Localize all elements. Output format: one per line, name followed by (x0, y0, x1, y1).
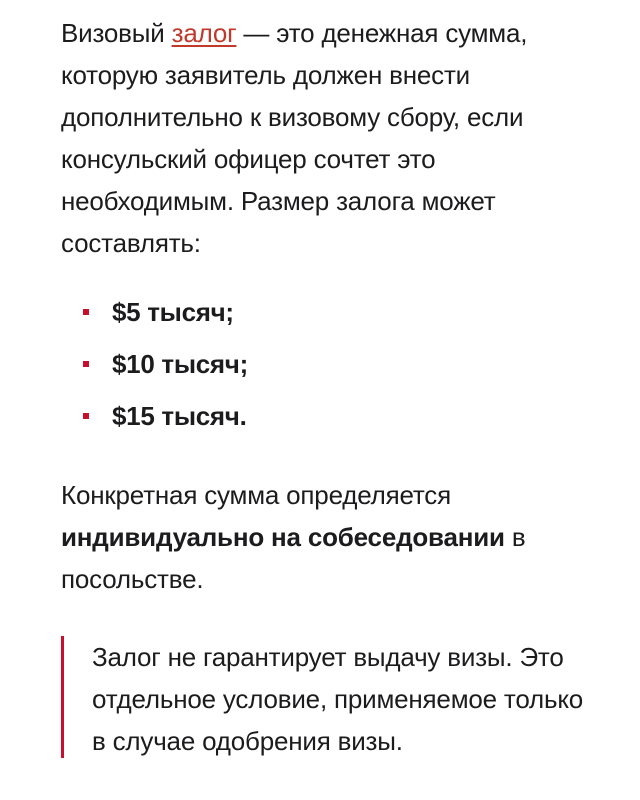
amount-list (61, 286, 601, 442)
intro-text-end: — это денежная сумма, которую заявитель должен внести дополнительно к визовому сбору, если консульский офицер сочтет это необходимым. Размер залога может составлять: (61, 18, 528, 258)
list-item-text: $15 тысяч. (112, 401, 247, 431)
bullet-square-icon (83, 309, 89, 315)
blockquote (61, 636, 601, 762)
quote-text: Залог не гарантирует выдачу визы. Это отдельное условие, применяемое только в случае одобрения визы. (92, 642, 584, 756)
note-text-end: в посольстве. (61, 522, 526, 594)
list-item-text: $5 тысяч; (112, 297, 234, 327)
deposit-link[interactable]: залог (171, 18, 237, 48)
article-body (61, 12, 601, 762)
note-text-start: Конкретная сумма определяется (61, 480, 451, 510)
list-item (61, 286, 601, 338)
note-bold-text: индивидуально на собеседовании (61, 522, 505, 552)
quote-bar (61, 636, 64, 758)
list-item (61, 390, 601, 442)
intro-paragraph (61, 12, 601, 264)
bullet-square-icon (83, 413, 89, 419)
note-paragraph (61, 474, 601, 600)
intro-text-start: Визовый (61, 18, 172, 48)
bullet-square-icon (83, 361, 89, 367)
list-item (61, 338, 601, 390)
list-item-text: $10 тысяч; (112, 349, 248, 379)
